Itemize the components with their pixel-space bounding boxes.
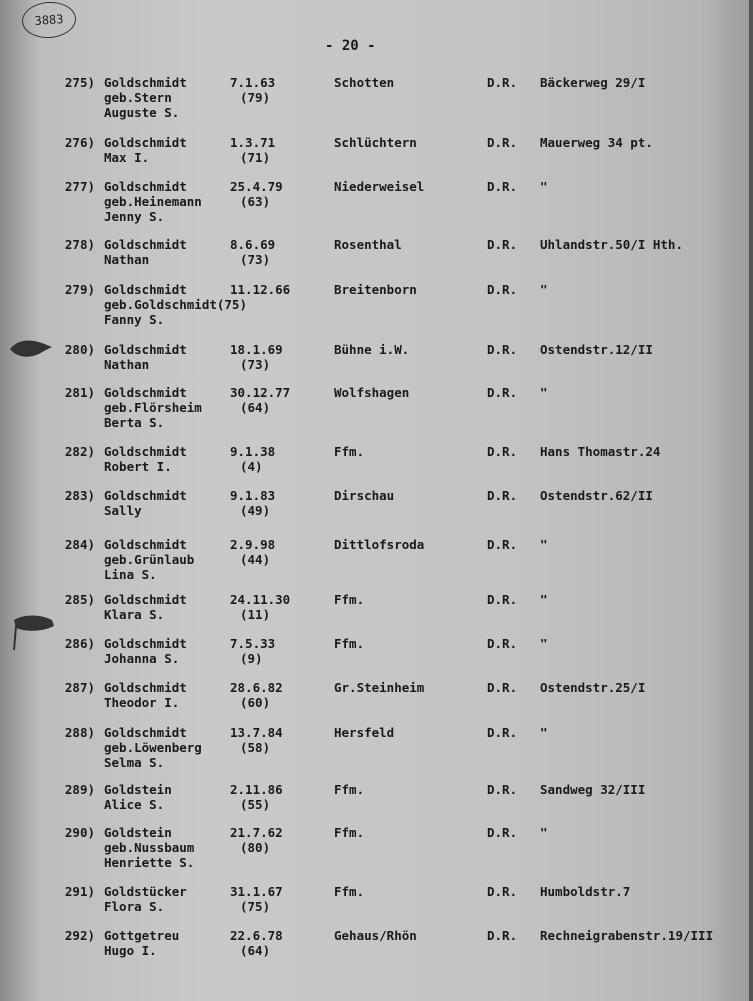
entry-number: 281) [64, 385, 95, 400]
entry-birthplace: Gr.Steinheim [334, 680, 425, 695]
entry-name-line: Goldschmidt [104, 342, 187, 357]
entry-country: D.R. [487, 636, 518, 651]
entry-name-line: Hugo I. [104, 943, 157, 958]
entry-name-line: Goldschmidt [104, 636, 187, 651]
entry-number: 289) [64, 782, 95, 797]
entry-country: D.R. [487, 385, 518, 400]
entry-birthplace: Ffm. [334, 782, 365, 797]
entry-birthdate: 28.6.82 [230, 680, 283, 695]
entry-birthdate: 24.11.30 [230, 592, 291, 607]
entry-address: " [540, 179, 548, 194]
entry-birthplace: Dirschau [334, 488, 395, 503]
entry-birthplace: Bühne i.W. [334, 342, 410, 357]
entry-address: " [540, 537, 548, 552]
entry-number: 292) [64, 928, 95, 943]
entry-name-line: Goldschmidt [104, 179, 187, 194]
entry-birthdate: 18.1.69 [230, 342, 283, 357]
entry-birthdate: 9.1.38 [230, 444, 276, 459]
entry-birthplace: Wolfshagen [334, 385, 410, 400]
entry-birthplace: Dittlofsroda [334, 537, 425, 552]
entry-address: Uhlandstr.50/I Hth. [540, 237, 683, 252]
entry-address: Ostendstr.25/I [540, 680, 646, 695]
entry-birthplace: Gehaus/Rhön [334, 928, 417, 943]
entry-age: (64) [240, 943, 271, 958]
entry-name-line: Fanny S. [104, 312, 165, 327]
entry-country: D.R. [487, 488, 518, 503]
entry-country: D.R. [487, 782, 518, 797]
entry-birthdate: 1.3.71 [230, 135, 276, 150]
entry-birthdate: 7.5.33 [230, 636, 276, 651]
entry-age: (11) [240, 607, 271, 622]
entry-country: D.R. [487, 928, 518, 943]
entry-name-line: geb.Goldschmidt(75) [104, 297, 247, 312]
entry-address: " [540, 592, 548, 607]
entry-name-line: Goldschmidt [104, 135, 187, 150]
entry-name-line: geb.Nussbaum [104, 840, 195, 855]
entry-name-line: Johanna S. [104, 651, 180, 666]
entry-name-line: Nathan [104, 357, 150, 372]
entry-country: D.R. [487, 444, 518, 459]
entry-name-line: Robert I. [104, 459, 172, 474]
entry-number: 277) [64, 179, 95, 194]
entry-name-line: Nathan [104, 252, 150, 267]
entry-age: (58) [240, 740, 271, 755]
entry-birthdate: 2.11.86 [230, 782, 283, 797]
entry-address: Mauerweg 34 pt. [540, 135, 653, 150]
entry-address: Ostendstr.12/II [540, 342, 653, 357]
entry-birthplace: Ffm. [334, 592, 365, 607]
entry-address: " [540, 636, 548, 651]
entry-birthplace: Ffm. [334, 444, 365, 459]
entry-number: 286) [64, 636, 95, 651]
entry-age: (64) [240, 400, 271, 415]
entry-number: 280) [64, 342, 95, 357]
entry-birthplace: Hersfeld [334, 725, 395, 740]
entry-age: (9) [240, 651, 263, 666]
entry-age: (79) [240, 90, 271, 105]
entry-number: 276) [64, 135, 95, 150]
entry-name-line: Auguste S. [104, 105, 180, 120]
entry-age: (4) [240, 459, 263, 474]
entry-address: Rechneigrabenstr.19/III [540, 928, 714, 943]
entry-name-line: Goldschmidt [104, 488, 187, 503]
entry-birthdate: 8.6.69 [230, 237, 276, 252]
entry-name-line: Max I. [104, 150, 150, 165]
entry-name-line: Goldschmidt [104, 385, 187, 400]
entry-age: (60) [240, 695, 271, 710]
entry-birthdate: 31.1.67 [230, 884, 283, 899]
entry-name-line: geb.Löwenberg [104, 740, 202, 755]
entry-name-line: geb.Heinemann [104, 194, 202, 209]
entry-age: (80) [240, 840, 271, 855]
entry-birthplace: Schlüchtern [334, 135, 417, 150]
entry-birthplace: Niederweisel [334, 179, 425, 194]
entry-name-line: Goldschmidt [104, 75, 187, 90]
entry-age: (55) [240, 797, 271, 812]
entry-number: 278) [64, 237, 95, 252]
entry-country: D.R. [487, 884, 518, 899]
entry-address: Hans Thomastr.24 [540, 444, 661, 459]
entry-name-line: Goldschmidt [104, 725, 187, 740]
entry-name-line: Gottgetreu [104, 928, 180, 943]
entry-address: " [540, 385, 548, 400]
entry-country: D.R. [487, 537, 518, 552]
entry-birthplace: Schotten [334, 75, 395, 90]
entry-name-line: Goldschmidt [104, 537, 187, 552]
entry-number: 275) [64, 75, 95, 90]
entry-name-line: Goldschmidt [104, 237, 187, 252]
entry-birthdate: 11.12.66 [230, 282, 291, 297]
entry-name-line: Klara S. [104, 607, 165, 622]
entry-name-line: Lina S. [104, 567, 157, 582]
entry-name-line: Goldschmidt [104, 680, 187, 695]
entry-age: (71) [240, 150, 271, 165]
entry-name-line: geb.Flörsheim [104, 400, 202, 415]
entry-age: (75) [240, 899, 271, 914]
entry-birthdate: 21.7.62 [230, 825, 283, 840]
entry-name-line: Goldschmidt [104, 444, 187, 459]
entry-number: 290) [64, 825, 95, 840]
entry-name-line: Alice S. [104, 797, 165, 812]
entry-name-line: Flora S. [104, 899, 165, 914]
archive-stamp: 3883 [21, 0, 77, 40]
entry-birthdate: 13.7.84 [230, 725, 283, 740]
entry-birthplace: Rosenthal [334, 237, 402, 252]
entry-address: Sandweg 32/III [540, 782, 646, 797]
entry-name-line: geb.Grünlaub [104, 552, 195, 567]
entry-country: D.R. [487, 282, 518, 297]
entry-country: D.R. [487, 825, 518, 840]
entry-birthplace: Ffm. [334, 636, 365, 651]
entry-birthdate: 30.12.77 [230, 385, 291, 400]
page-edge [749, 0, 753, 1001]
page-number: - 20 - [325, 38, 376, 54]
entry-number: 282) [64, 444, 95, 459]
entry-birthdate: 2.9.98 [230, 537, 276, 552]
entry-age: (44) [240, 552, 271, 567]
entry-address: " [540, 725, 548, 740]
entry-birthplace: Ffm. [334, 825, 365, 840]
entry-name-line: Goldschmidt [104, 592, 187, 607]
entry-number: 283) [64, 488, 95, 503]
entry-country: D.R. [487, 342, 518, 357]
entry-name-line: Theodor I. [104, 695, 180, 710]
entry-birthdate: 7.1.63 [230, 75, 276, 90]
entry-number: 287) [64, 680, 95, 695]
entry-name-line: Sally [104, 503, 142, 518]
entry-name-line: geb.Stern [104, 90, 172, 105]
entry-number: 291) [64, 884, 95, 899]
entry-birthdate: 25.4.79 [230, 179, 283, 194]
entry-name-line: Selma S. [104, 755, 165, 770]
entry-birthdate: 9.1.83 [230, 488, 276, 503]
entry-age: (63) [240, 194, 271, 209]
entry-name-line: Jenny S. [104, 209, 165, 224]
entry-name-line: Goldstein [104, 782, 172, 797]
entry-address: Ostendstr.62/II [540, 488, 653, 503]
entry-name-line: Goldstein [104, 825, 172, 840]
entry-birthplace: Breitenborn [334, 282, 417, 297]
entry-address: " [540, 825, 548, 840]
entry-country: D.R. [487, 237, 518, 252]
entry-birthplace: Ffm. [334, 884, 365, 899]
entry-country: D.R. [487, 179, 518, 194]
entry-country: D.R. [487, 592, 518, 607]
entry-age: (73) [240, 357, 271, 372]
entry-name-line: Henriette S. [104, 855, 195, 870]
entry-name-line: Berta S. [104, 415, 165, 430]
entry-name-line: Goldstücker [104, 884, 187, 899]
entry-number: 285) [64, 592, 95, 607]
entry-number: 288) [64, 725, 95, 740]
entry-name-line: Goldschmidt [104, 282, 187, 297]
entry-country: D.R. [487, 75, 518, 90]
entry-country: D.R. [487, 725, 518, 740]
entry-age: (73) [240, 252, 271, 267]
entry-number: 284) [64, 537, 95, 552]
entry-age: (49) [240, 503, 271, 518]
entry-number: 279) [64, 282, 95, 297]
entry-address: Bäckerweg 29/I [540, 75, 646, 90]
entry-country: D.R. [487, 680, 518, 695]
entry-birthdate: 22.6.78 [230, 928, 283, 943]
entry-country: D.R. [487, 135, 518, 150]
entry-address: Humboldstr.7 [540, 884, 631, 899]
entry-address: " [540, 282, 548, 297]
